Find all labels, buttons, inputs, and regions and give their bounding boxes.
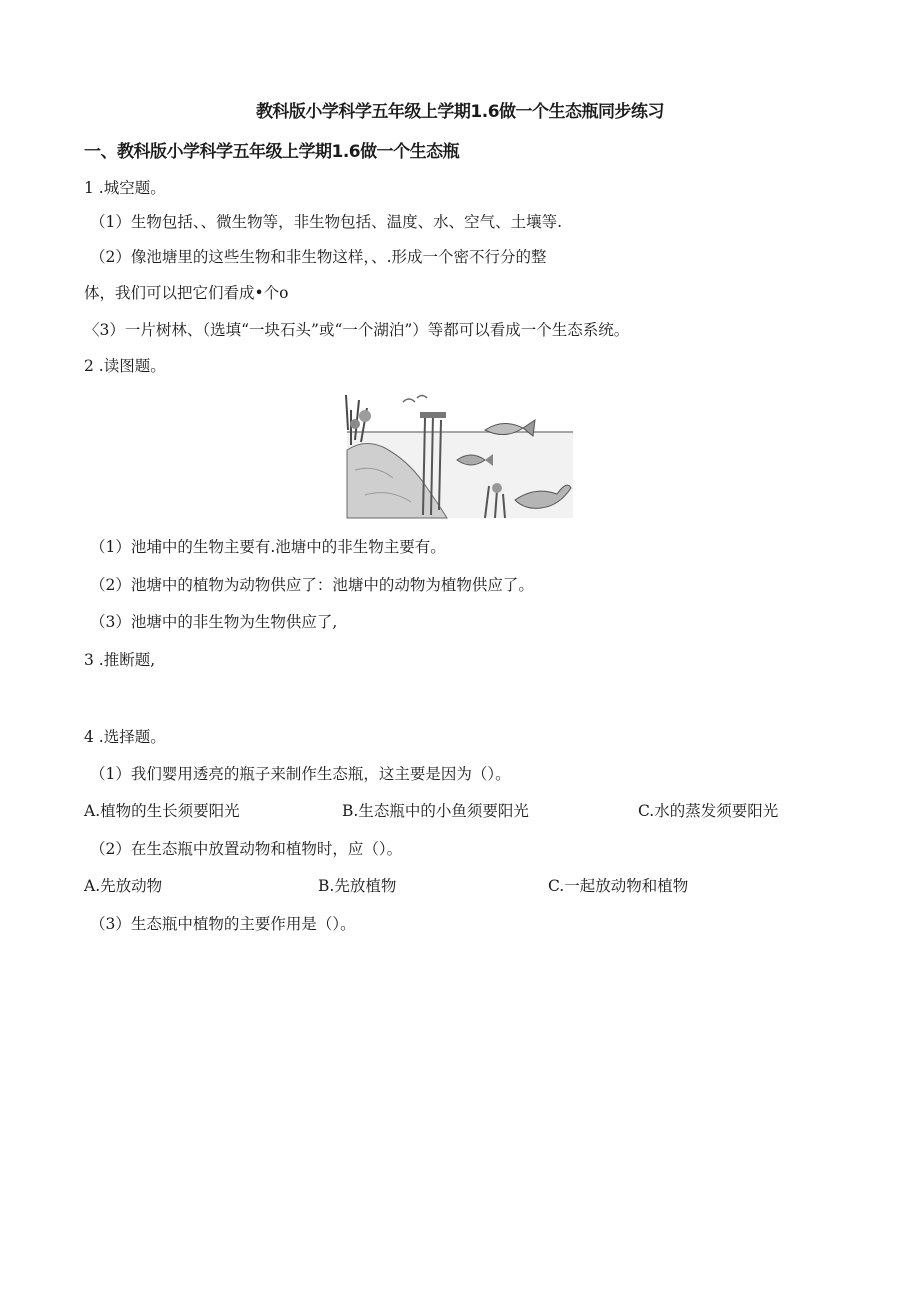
q1-part2-line2: 体，我们可以把它们看成•个o xyxy=(84,284,289,302)
q4-sub1-option-b: B.生态瓶中的小鱼须要阳光 xyxy=(342,802,529,820)
q4-sub2-option-b: B.先放植物 xyxy=(318,877,397,895)
q4-sub3-question: （3）生态瓶中植物的主要作用是（）。 xyxy=(90,915,356,933)
q2-part3: （3）池塘中的非生物为生物供应了, xyxy=(90,613,338,631)
document-title: 教科版小学科学五年级上学期1.6做一个生态瓶同步练习 xyxy=(255,102,665,122)
q1-heading: 1 .城空题。 xyxy=(84,179,166,197)
q4-heading: 4 .选择题。 xyxy=(84,728,166,746)
q4-sub2-question: （2）在生态瓶中放置动物和植物时，应（）。 xyxy=(90,840,403,858)
q2-part2: （2）池塘中的植物为动物供应了：池塘中的动物为植物供应了。 xyxy=(90,576,534,594)
q4-sub1-option-a: A.植物的生长须要阳光 xyxy=(84,802,240,820)
q1-part3: 〈3）一片树林、（选填“一块石头”或“一个湖泊”）等都可以看成一个生态系统。 xyxy=(84,321,630,339)
q1-part2-line1: （2）像池塘里的这些生物和非生物这样，、.形成一个密不行分的整 xyxy=(90,248,547,266)
q1-part1: （1）生物包括、、微生物等，非生物包括、温度、水、空气、土壤等. xyxy=(90,213,563,231)
q4-sub2-option-a: A.先放动物 xyxy=(84,877,163,895)
q2-heading: 2 .读图题。 xyxy=(84,357,166,375)
pond-illustration xyxy=(345,390,575,520)
q2-part1: （1）池埔中的生物主要有.池塘中的非生物主要有。 xyxy=(90,538,446,556)
pond-image xyxy=(345,390,575,520)
section-heading: 一、教科版小学科学五年级上学期1.6做一个生态瓶 xyxy=(84,142,460,162)
q4-sub2-option-c: C.一起放动物和植物 xyxy=(548,877,689,895)
q4-sub1-question: （1）我们婴用透亮的瓶子来制作生态瓶，这主要是因为（）。 xyxy=(90,765,511,783)
q3-heading: 3 .推断题, xyxy=(84,651,156,669)
q4-sub1-option-c: C.水的蒸发须要阳光 xyxy=(638,802,779,820)
